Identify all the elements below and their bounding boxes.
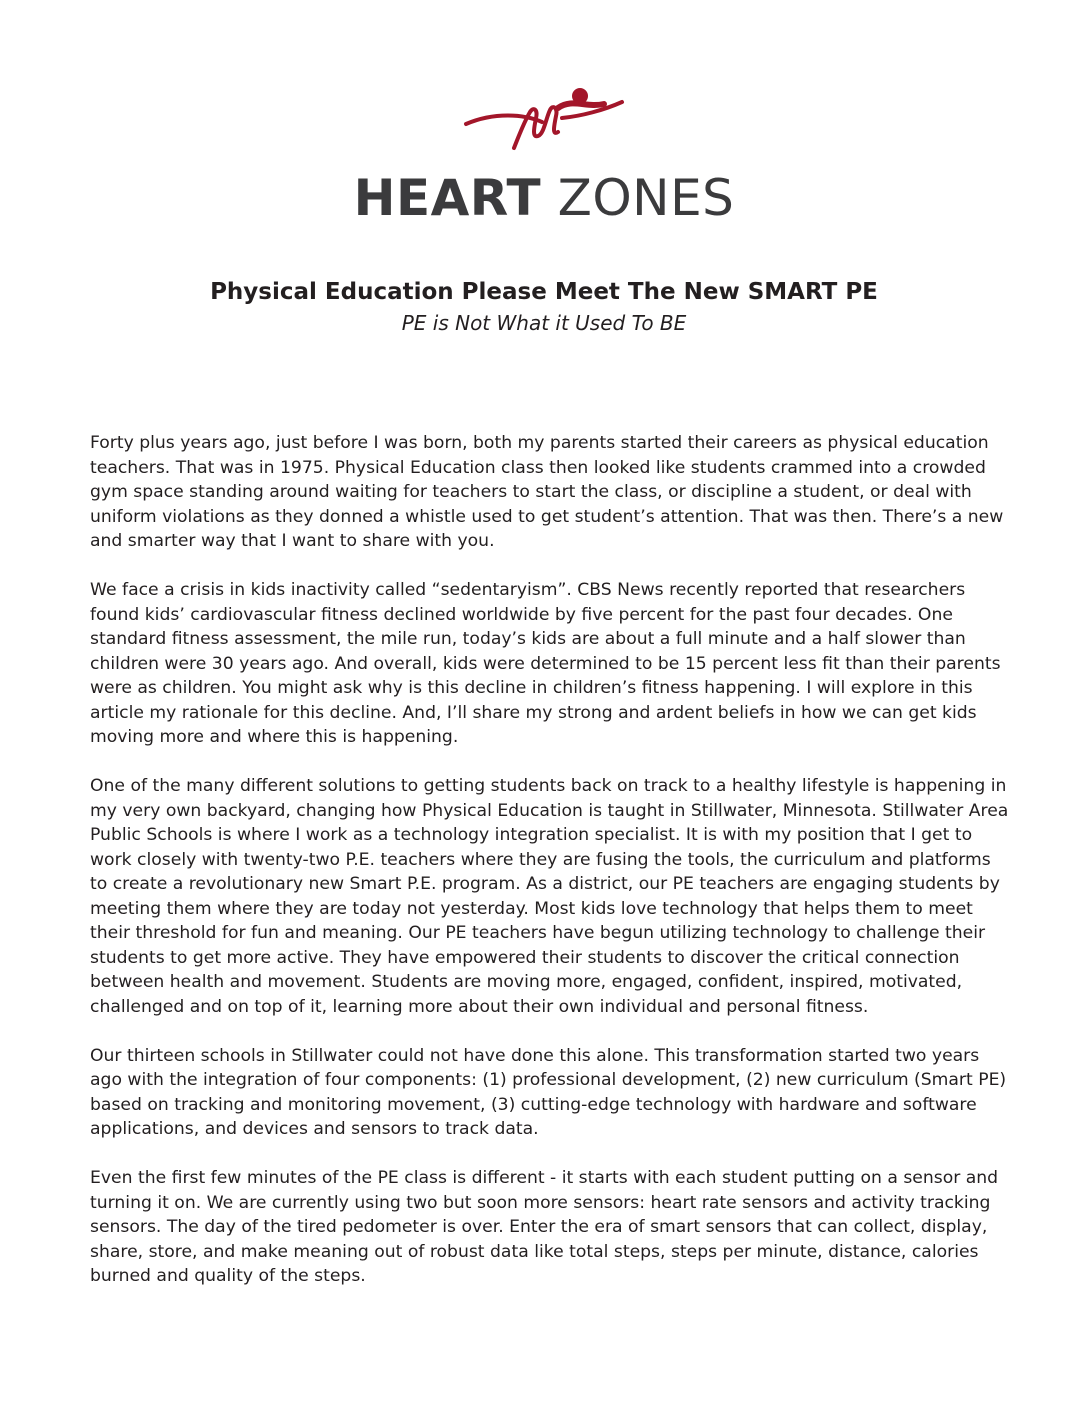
- heart-zones-logo: [0, 78, 1088, 226]
- paragraph-5: Even the first few minutes of the PE class is different - it starts with each student putting on a sensor and turning it on. We are currently using two but soon more sensors: heart rate sensors and activity tracking sensors. The day of the tired pedometer is over. Enter the era of smart sensors that can collect, display, share, store, and make meaning out of robust data like total steps, steps per minute, distance, calories burned and quality of the steps.: [90, 1168, 999, 1286]
- paragraph-4: Our thirteen schools in Stillwater could not have done this alone. This transformation started two years ago with the integration of four components: (1) professional development, (2) new curriculum (Smart PE) based on tracking and monitoring movement, (3) cutting-edge technology with hardware and software applications, and devices and sensors to track data.: [90, 1045, 1007, 1139]
- paragraph-1: Forty plus years ago, just before I was born, both my parents started their careers as physical education teachers. That was in 1975. Physical Education class then looked like students crammed into a crowded gym space standing around waiting for teachers to start the class, or discipline a student, or deal with uniform violations as they donned a whistle used to get student’s attention. That was then. There’s a new and smarter way that I want to share with you.: [90, 433, 1004, 551]
- paragraph-2: We face a crisis in kids inactivity called “sedentaryism”. CBS News recently reported that researchers found kids’ cardiovascular fitness declined worldwide by five percent for the past four decades. One standard fitness assessment, the mile run, today’s kids are about a full minute and a half slower than children were 30 years ago. And overall, kids were determined to be 15 percent less fit than their parents were as children. You might ask why is this decline in children’s fitness happening. I will explore in this article my rationale for this decline. And, I’ll share my strong and ardent beliefs in how we can get kids moving more and where this is happening.: [90, 580, 1001, 747]
- document-header: [0, 275, 1088, 337]
- logo-word-zones: ZONES: [557, 169, 735, 227]
- page-subtitle: PE is Not What it Used To BE: [401, 311, 687, 335]
- paragraph-3: One of the many different solutions to getting students back on track to a healthy lifestyle is happening in my very own backyard, changing how Physical Education is taught in Stillwater, Minnesota. Stillwater Area Public Schools is where I work as a technology integration specialist. It is with my position that I get to work closely with twenty-two P.E. teachers where they are fusing the tools, the curriculum and platforms to create a revolutionary new Smart P.E. program. As a district, our PE teachers are engaging students by meeting them where they are today not yesterday. Most kids love technology that helps them to meet their threshold for fun and meaning. Our PE teachers have begun utilizing technology to challenge their students to get more active. They have empowered their students to discover the critical connection between health and movement. Students are moving more, engaged, confident, inspired, motivated, challenged and on top of it, learning more about their own individual and personal fitness.: [90, 776, 1009, 1017]
- page-title: Physical Education Please Meet The New SMART PE: [210, 279, 878, 305]
- logo-wordmark: [0, 170, 1088, 226]
- logo-word-heart: HEART: [353, 169, 542, 227]
- heart-zones-runner-heartbeat-icon: [454, 78, 634, 168]
- article-body: [90, 431, 1010, 1313]
